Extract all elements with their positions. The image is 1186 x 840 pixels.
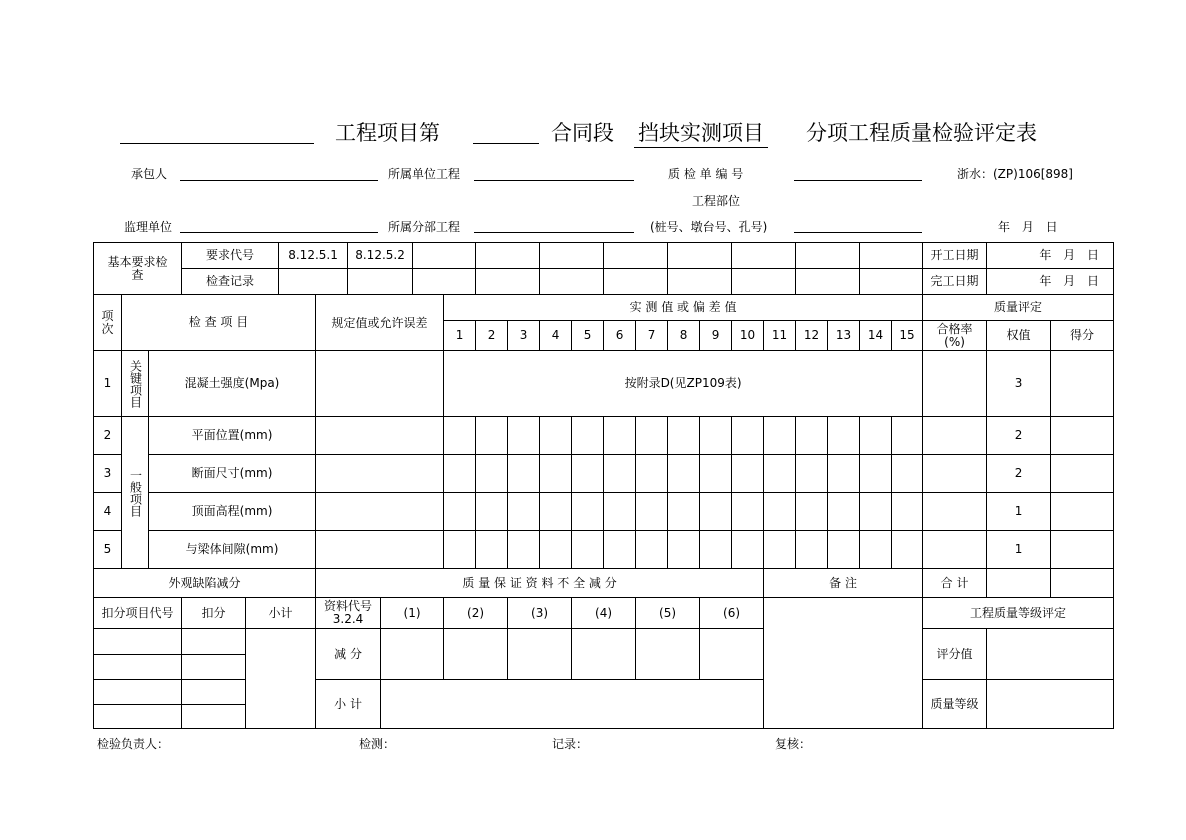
row-no: 1 [94, 351, 122, 417]
doc-item: (3) [508, 598, 572, 629]
measure-cell[interactable] [604, 455, 636, 493]
docs-deduction-label: 质 量 保 证 资 料 不 全 减 分 [316, 569, 764, 598]
form-code: 浙水：(ZP)106[898] [957, 167, 1073, 181]
title-part1: 工程项目第 [335, 121, 440, 145]
req-code-cell[interactable] [860, 243, 923, 269]
location-field[interactable] [794, 232, 922, 233]
measure-cell[interactable] [828, 493, 860, 531]
row-name: 与梁体间隙(mm) [149, 531, 316, 569]
key-item-group: 关键项目 [122, 351, 149, 417]
col-quality-header: 质量评定 [923, 295, 1114, 321]
start-date-label: 开工日期 [923, 243, 987, 269]
measure-cell[interactable] [572, 455, 604, 493]
measure-cell[interactable] [892, 455, 923, 493]
measure-cell[interactable] [764, 417, 796, 455]
doc-item: (2) [444, 598, 508, 629]
end-date-value[interactable]: 年 月 日 [987, 269, 1114, 295]
contract-section-blank[interactable] [473, 143, 539, 144]
req-code-cell[interactable] [796, 243, 860, 269]
measure-col-1: 1 [444, 321, 476, 351]
doc-minus-cell[interactable] [508, 629, 572, 680]
grade-cell[interactable] [987, 680, 1114, 729]
measure-cell[interactable] [508, 531, 540, 569]
pass-rate-cell[interactable] [923, 531, 987, 569]
check-record-cell[interactable] [860, 269, 923, 295]
measure-col-5: 5 [572, 321, 604, 351]
row-weight: 2 [987, 455, 1051, 493]
spec-cell[interactable] [316, 493, 444, 531]
measure-cell[interactable] [508, 417, 540, 455]
measure-col-13: 13 [828, 321, 860, 351]
score-cell[interactable] [1051, 493, 1114, 531]
measure-cell[interactable] [636, 417, 668, 455]
measure-cell[interactable] [444, 531, 476, 569]
col-spec-header: 规定值或允许误差 [316, 295, 444, 351]
measure-cell[interactable] [892, 493, 923, 531]
measure-cell[interactable] [732, 417, 764, 455]
row-name: 混凝土强度(Mpa) [149, 351, 316, 417]
req-code-cell[interactable] [540, 243, 604, 269]
doc-minus-cell[interactable] [700, 629, 764, 680]
measure-cell[interactable] [508, 493, 540, 531]
measure-cell[interactable] [604, 493, 636, 531]
deduct-cell[interactable] [182, 629, 246, 655]
measure-cell[interactable] [572, 493, 604, 531]
spec-cell[interactable] [316, 417, 444, 455]
measure-col-6: 6 [604, 321, 636, 351]
test-label: 检测： [359, 737, 396, 751]
row-no: 5 [94, 531, 122, 569]
remarks-label: 备 注 [764, 569, 923, 598]
pass-rate-cell[interactable] [923, 417, 987, 455]
score-value-label: 评分值 [923, 629, 987, 680]
supervisor-field[interactable] [180, 232, 378, 233]
subtotal-label: 小计 [246, 598, 316, 629]
req-code-2: 8.12.5.2 [348, 243, 413, 269]
end-date-label: 完工日期 [923, 269, 987, 295]
req-code-cell[interactable] [668, 243, 732, 269]
measure-cell[interactable] [540, 417, 572, 455]
measure-cell[interactable] [700, 531, 732, 569]
total-cell[interactable] [1051, 569, 1114, 598]
measure-cell[interactable] [636, 455, 668, 493]
inspection-no-field[interactable] [794, 180, 922, 181]
row-name: 平面位置(mm) [149, 417, 316, 455]
remarks-cell[interactable] [764, 598, 923, 729]
check-record-cell[interactable] [604, 269, 668, 295]
score-cell[interactable] [1051, 351, 1114, 417]
spec-cell[interactable] [316, 351, 444, 417]
measure-cell[interactable] [828, 455, 860, 493]
pass-rate-cell[interactable] [923, 455, 987, 493]
measure-cell[interactable] [540, 493, 572, 531]
doc-minus-cell[interactable] [444, 629, 508, 680]
req-code-cell[interactable] [732, 243, 796, 269]
measure-cell[interactable] [764, 531, 796, 569]
check-record-cell[interactable] [413, 269, 476, 295]
grade-label: 质量等级 [923, 680, 987, 729]
measure-cell[interactable] [572, 417, 604, 455]
minus-label: 减 分 [316, 629, 381, 680]
evaluation-table [93, 242, 1114, 729]
check-record-cell[interactable] [279, 269, 348, 295]
check-record-cell[interactable] [476, 269, 540, 295]
measure-col-15: 15 [892, 321, 923, 351]
measure-col-10: 10 [732, 321, 764, 351]
pass-rate-cell[interactable] [923, 351, 987, 417]
row-note: 按附录D(见ZP109表) [444, 351, 923, 417]
score-value-cell[interactable] [987, 629, 1114, 680]
check-record-cell[interactable] [348, 269, 413, 295]
doc-minus-cell[interactable] [381, 629, 444, 680]
contractor-label: 承包人 [131, 167, 168, 181]
measure-cell[interactable] [796, 493, 828, 531]
unit-project-field[interactable] [474, 180, 634, 181]
record-label: 记录： [552, 737, 589, 751]
inspector-label: 检验负责人： [97, 737, 170, 751]
doc-minus-cell[interactable] [572, 629, 636, 680]
score-cell[interactable] [1051, 531, 1114, 569]
doc-minus-cell[interactable] [636, 629, 700, 680]
deduct-code-cell[interactable] [94, 680, 182, 705]
measure-cell[interactable] [796, 417, 828, 455]
measure-col-2: 2 [476, 321, 508, 351]
row-weight: 1 [987, 493, 1051, 531]
measure-col-14: 14 [860, 321, 892, 351]
col-measured-header: 实 测 值 或 偏 差 值 [444, 295, 923, 321]
measure-cell[interactable] [476, 417, 508, 455]
measure-cell[interactable] [892, 417, 923, 455]
row-no: 4 [94, 493, 122, 531]
start-date-value[interactable]: 年 月 日 [987, 243, 1114, 269]
sub-project-field[interactable] [474, 232, 634, 233]
basic-requirement-label: 基本要求检查 [94, 243, 182, 295]
measure-cell[interactable] [796, 455, 828, 493]
contractor-field[interactable] [180, 180, 378, 181]
spec-cell[interactable] [316, 531, 444, 569]
deduct-label: 扣分 [182, 598, 246, 629]
req-code-cell[interactable] [604, 243, 668, 269]
req-code-cell[interactable] [413, 243, 476, 269]
subtotal-cell[interactable] [246, 629, 316, 729]
measure-cell[interactable] [732, 493, 764, 531]
measure-cell[interactable] [860, 531, 892, 569]
measure-cell[interactable] [604, 417, 636, 455]
deduct-cell[interactable] [182, 655, 246, 680]
measure-col-8: 8 [668, 321, 700, 351]
project-location-label: 工程部位 [692, 194, 741, 208]
measure-cell[interactable] [476, 493, 508, 531]
col-weight: 权值 [987, 321, 1051, 351]
measure-cell[interactable] [700, 455, 732, 493]
measure-cell[interactable] [444, 455, 476, 493]
measure-cell[interactable] [476, 531, 508, 569]
measure-col-12: 12 [796, 321, 828, 351]
measure-col-3: 3 [508, 321, 540, 351]
measure-cell[interactable] [444, 417, 476, 455]
measure-cell[interactable] [476, 455, 508, 493]
measure-col-9: 9 [700, 321, 732, 351]
measure-cell[interactable] [732, 455, 764, 493]
deduct-code-cell[interactable] [94, 655, 182, 680]
measure-cell[interactable] [732, 531, 764, 569]
measure-cell[interactable] [508, 455, 540, 493]
measure-cell[interactable] [764, 455, 796, 493]
deduct-cell[interactable] [182, 680, 246, 705]
row-name: 顶面高程(mm) [149, 493, 316, 531]
measure-cell[interactable] [540, 531, 572, 569]
measure-cell[interactable] [796, 531, 828, 569]
measure-cell[interactable] [700, 417, 732, 455]
measure-col-4: 4 [540, 321, 572, 351]
measure-cell[interactable] [828, 531, 860, 569]
measure-cell[interactable] [860, 455, 892, 493]
col-no-header: 项次 [94, 295, 122, 351]
check-record-cell[interactable] [732, 269, 796, 295]
row-weight: 1 [987, 531, 1051, 569]
measure-cell[interactable] [668, 417, 700, 455]
total-cell[interactable] [987, 569, 1051, 598]
deduct-cell[interactable] [182, 705, 246, 729]
measure-cell[interactable] [668, 455, 700, 493]
doc-item: (1) [381, 598, 444, 629]
subtotal2-label: 小 计 [316, 680, 381, 729]
title-part3: 分项工程质量检验评定表 [806, 121, 1037, 145]
title-part2: 合同段 [551, 121, 614, 145]
project-name-blank[interactable] [120, 143, 314, 144]
measure-col-11: 11 [764, 321, 796, 351]
review-label: 复核： [775, 737, 812, 751]
req-code-1: 8.12.5.1 [279, 243, 348, 269]
doc-item: (5) [636, 598, 700, 629]
measure-cell[interactable] [764, 493, 796, 531]
row-no: 3 [94, 455, 122, 493]
check-record-cell[interactable] [668, 269, 732, 295]
measure-cell[interactable] [604, 531, 636, 569]
check-record-label: 检查记录 [182, 269, 279, 295]
doc-item: (6) [700, 598, 764, 629]
req-code-label: 要求代号 [182, 243, 279, 269]
measure-col-7: 7 [636, 321, 668, 351]
location-hint: (桩号、墩台号、孔号) [650, 220, 768, 234]
measure-cell[interactable] [700, 493, 732, 531]
doc-code-label: 资料代号 3.2.4 [316, 598, 381, 629]
measure-cell[interactable] [828, 417, 860, 455]
req-code-cell[interactable] [476, 243, 540, 269]
col-pass-rate: 合格率(%) [923, 321, 987, 351]
score-cell[interactable] [1051, 455, 1114, 493]
score-cell[interactable] [1051, 417, 1114, 455]
deduct-code-cell[interactable] [94, 705, 182, 729]
measure-cell[interactable] [540, 455, 572, 493]
col-score: 得分 [1051, 321, 1114, 351]
row-weight: 2 [987, 417, 1051, 455]
doc-item: (4) [572, 598, 636, 629]
appearance-deduction-label: 外观缺陷减分 [94, 569, 316, 598]
grade-eval-label: 工程质量等级评定 [923, 598, 1114, 629]
header-date: 年 月 日 [998, 220, 1058, 234]
total-label: 合 计 [923, 569, 987, 598]
col-item-header: 检 查 项 目 [122, 295, 316, 351]
supervisor-label: 监理单位 [124, 220, 173, 234]
measure-cell[interactable] [860, 417, 892, 455]
spec-cell[interactable] [316, 455, 444, 493]
measure-cell[interactable] [572, 531, 604, 569]
measure-cell[interactable] [860, 493, 892, 531]
pass-rate-cell[interactable] [923, 493, 987, 531]
row-no: 2 [94, 417, 122, 455]
title-item: 挡块实测项目 [634, 117, 768, 148]
doc-subtotal-cell[interactable] [381, 680, 764, 729]
deduct-code-label: 扣分项目代号 [94, 598, 182, 629]
inspection-no-label: 质 检 单 编 号 [668, 167, 744, 181]
measure-cell[interactable] [444, 493, 476, 531]
general-item-group: 一般项目 [122, 417, 149, 569]
measure-cell[interactable] [668, 493, 700, 531]
row-name: 断面尺寸(mm) [149, 455, 316, 493]
check-record-cell[interactable] [796, 269, 860, 295]
measure-cell[interactable] [892, 531, 923, 569]
measure-cell[interactable] [636, 531, 668, 569]
deduct-code-cell[interactable] [94, 629, 182, 655]
row-weight: 3 [987, 351, 1051, 417]
sub-project-label: 所属分部工程 [388, 220, 461, 234]
measure-cell[interactable] [668, 531, 700, 569]
measure-cell[interactable] [636, 493, 668, 531]
unit-project-label: 所属单位工程 [388, 167, 461, 181]
check-record-cell[interactable] [540, 269, 604, 295]
